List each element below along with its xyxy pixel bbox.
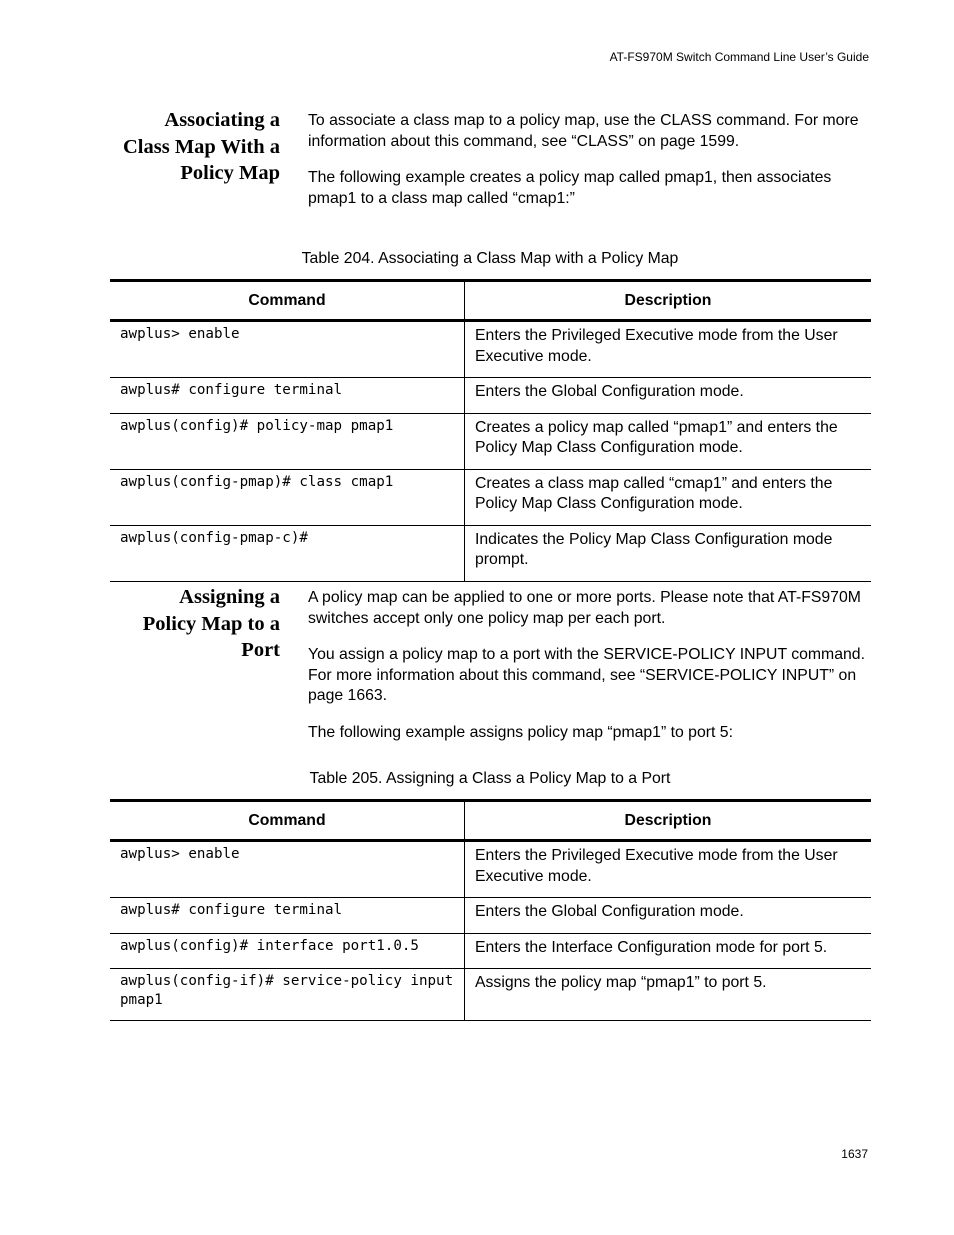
- description-cell: Creates a class map called “cmap1” and enters the Policy Map Class Configuration mode.: [465, 469, 872, 525]
- description-cell: Enters the Global Configuration mode.: [465, 378, 872, 414]
- table-caption: Table 205. Assigning a Class a Policy Map to a Port: [309, 770, 671, 787]
- description-cell: Creates a policy map called “pmap1” and enters the Policy Map Class Configuration mode.: [465, 413, 872, 469]
- heading-line: Port: [241, 639, 280, 661]
- description-cell: Enters the Global Configuration mode.: [465, 898, 872, 934]
- column-header-description: Description: [465, 801, 872, 841]
- table-row: [110, 378, 871, 414]
- column-header-command: Command: [110, 801, 465, 841]
- paragraph: You assign a policy map to a port with the SERVICE-POLICY INPUT command. For more information about this command, see “SERVICE-POLICY INPUT” on page 1663.: [308, 646, 865, 704]
- description-cell: Enters the Interface Configuration mode for port 5.: [465, 933, 872, 969]
- description-cell: Enters the Privileged Executive mode from the User Executive mode.: [465, 841, 872, 898]
- description-cell: Indicates the Policy Map Class Configuration mode prompt.: [465, 525, 872, 581]
- table-row: [110, 413, 871, 469]
- section-heading-assigning: [100, 584, 280, 664]
- command-cell: awplus# configure terminal: [110, 378, 465, 414]
- page-number: 1637: [841, 1147, 868, 1161]
- table-header-row: [110, 801, 871, 841]
- paragraph: The following example creates a policy map called pmap1, then associates pmap1 to a class map called “cmap1:”: [308, 169, 832, 207]
- heading-line: Policy Map: [180, 162, 280, 184]
- command-cell: awplus> enable: [110, 841, 465, 898]
- table-row: [110, 898, 871, 934]
- column-header-command: Command: [110, 281, 465, 321]
- table-row: [110, 321, 871, 378]
- paragraph: A policy map can be applied to one or more ports. Please note that AT-FS970M switches accept only one policy map per each port.: [308, 589, 861, 627]
- table-row: [110, 933, 871, 969]
- section-body-assigning: [308, 588, 873, 759]
- running-header: AT-FS970M Switch Command Line User’s Guide: [609, 50, 869, 64]
- heading-line: Assigning a: [179, 586, 280, 608]
- heading-line: Policy Map to a: [142, 612, 280, 635]
- description-cell: Enters the Privileged Executive mode from the User Executive mode.: [465, 321, 872, 378]
- command-table-2: [110, 799, 871, 1021]
- column-header-description: Description: [465, 281, 872, 321]
- section-body-associating: [308, 111, 873, 225]
- command-cell: awplus(config-pmap-c)#: [110, 525, 465, 581]
- table-caption: Table 204. Associating a Class Map with a Policy Map: [301, 250, 679, 267]
- table-row: [110, 469, 871, 525]
- command-table-1: [110, 279, 871, 582]
- description-cell: Assigns the policy map “pmap1” to port 5.: [465, 969, 872, 1021]
- heading-line: Associating a: [164, 109, 280, 131]
- table-row: [110, 525, 871, 581]
- table-row: [110, 841, 871, 898]
- command-cell: awplus(config-pmap)# class cmap1: [110, 469, 465, 525]
- table-header-row: [110, 281, 871, 321]
- command-cell: awplus(config)# policy-map pmap1: [110, 413, 465, 469]
- command-cell: awplus# configure terminal: [110, 898, 465, 934]
- command-cell: awplus(config)# interface port1.0.5: [110, 933, 465, 969]
- paragraph: The following example assigns policy map “pmap1” to port 5:: [308, 723, 733, 741]
- command-cell: awplus(config-if)# service-policy input pmap1: [110, 969, 465, 1021]
- table-row: [110, 969, 871, 1021]
- command-cell: awplus> enable: [110, 321, 465, 378]
- section-heading-associating: [100, 107, 280, 187]
- heading-line: Class Map With a: [122, 135, 280, 158]
- paragraph: To associate a class map to a policy map, use the CLASS command. For more information about this command, see “CLASS” on page 1599.: [308, 112, 859, 150]
